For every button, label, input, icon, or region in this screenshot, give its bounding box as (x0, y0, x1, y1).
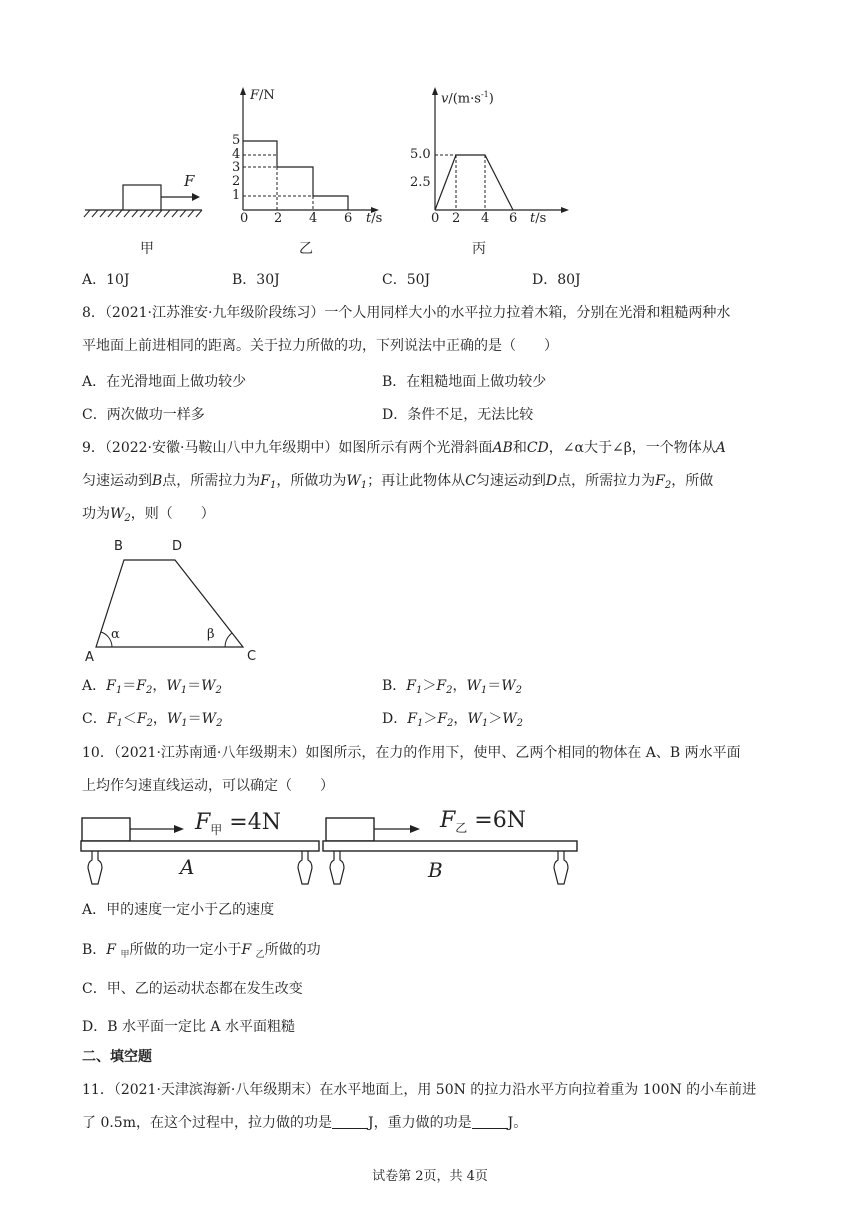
q8-option-a: A．在光滑地面上做功较少 (82, 374, 247, 390)
caption-bing: 丙 (472, 241, 486, 257)
q8-line-2: 平地面上前进相同的距离。关于拉力所做的功，下列说法中正确的是（ ） (82, 338, 558, 354)
q11-line-2: 了 0.5m，在这个过程中，拉力做的功是 J，重力做的功是 J。 (82, 1115, 528, 1131)
q10-option-a: A．甲的速度一定小于乙的速度 (82, 902, 275, 918)
caption-yi: 乙 (299, 241, 313, 257)
q10-option-b: B．F $_甲$所做的功一定小于F $_乙$所做的功 (82, 942, 321, 960)
q10-line-1: 10．（2021·江苏南通·八年级期末）如图所示，在力的作用下，使甲、乙两个相同的物体在 A、B 两水平面 (82, 745, 741, 761)
fig7-block-diagram (80, 160, 210, 220)
q11-line-1: 11．（2021·天津滨海新·八年级期末）在水平地面上，用 50N 的拉力沿水平方向拉着重为 100N 的小车前进 (82, 1082, 757, 1098)
graph-f-x-tick: 4 (309, 211, 318, 226)
graph-f-x-tick: 0 (240, 211, 249, 226)
fig7-force-label: F (184, 172, 195, 190)
q9-label-c: C (247, 649, 257, 664)
q8-option-c: C．两次做功一样多 (82, 407, 205, 423)
q9-option-b: B．$F_1>F_2$，$W_1=W_2$ (382, 678, 523, 696)
q10-surface-b-label: B (428, 858, 443, 882)
q8-option-d: D．条件不足，无法比较 (382, 407, 534, 423)
q9-option-d: D．$F_1>F_2$，$W_1>W_2$ (382, 711, 523, 729)
fig7-force-time-graph (225, 85, 400, 230)
q7-option-b: B．30J (232, 272, 280, 288)
q10-line-2: 上均作匀速直线运动，可以确定（ ） (82, 778, 334, 794)
graph-v-x-axis-label: t/s (530, 211, 547, 226)
q10-option-d: D．B 水平面一定比 A 水平面粗糙 (82, 1019, 295, 1035)
caption-jia: 甲 (140, 241, 154, 257)
q11-blank-2[interactable] (472, 1114, 508, 1129)
graph-v-y-tick: 2.5 (410, 175, 431, 190)
q10-force-b-label: $F_乙 =6N$ (440, 808, 526, 835)
q9-line-3: 功为$W_2$，则（ ） (82, 506, 215, 524)
fig7-velocity-time-graph (415, 85, 590, 230)
q10-option-c: C．甲、乙的运动状态都在发生改变 (82, 981, 303, 997)
q9-label-d: D (172, 539, 183, 554)
q9-option-c: C．$F_1<F_2$，$W_1=W_2$ (82, 711, 223, 729)
graph-f-x-tick: 6 (344, 211, 353, 226)
page-footer: 试卷第 2页，共 4页 (372, 1169, 488, 1184)
graph-f-y-tick: 3 (232, 160, 241, 175)
q9-label-a: A (85, 650, 94, 665)
graph-v-x-tick: 0 (431, 211, 440, 226)
q9-option-a: A．$F_1=F_2$，$W_1=W_2$ (82, 678, 222, 696)
graph-f-x-axis-label: t/s (366, 211, 383, 226)
q7-option-a: A．10J (82, 272, 130, 288)
graph-f-y-tick: 4 (232, 147, 241, 162)
graph-v-y-axis-label: $v/(m\cdot s^{-1})$ (441, 90, 494, 107)
graph-f-y-tick: 2 (232, 174, 241, 189)
graph-f-y-tick: 5 (232, 133, 241, 148)
q10-surface-a-label: A (180, 855, 195, 879)
q9-label-beta: β (207, 627, 215, 642)
q9-trapezoid-figure (80, 535, 270, 670)
q9-line-1: 9．（2022·安徽·马鞍山八中九年级期中）如图所示有两个光滑斜面AB和CD，∠α大于∠β，一个物体从A (82, 440, 726, 456)
graph-v-y-tick: 5.0 (410, 147, 431, 162)
q10-force-a-label: $F_甲 =4N$ (195, 810, 281, 837)
q11-blank-1[interactable] (332, 1114, 368, 1129)
q7-option-c: C．50J (382, 272, 431, 288)
q9-label-b: B (114, 539, 123, 554)
q8-option-b: B．在粗糙地面上做功较少 (382, 374, 547, 390)
graph-v-x-tick: 2 (452, 211, 461, 226)
q9-line-2: 匀速运动到B点，所需拉力为$F_1$，所做功为$W_1$；再让此物体从C匀速运动到D点，所需拉力为$F_2$，所做 (82, 473, 714, 491)
q9-label-alpha: α (111, 627, 120, 642)
section-heading-fill-in: 二、填空题 (82, 1049, 152, 1065)
graph-f-y-tick: 1 (232, 188, 241, 203)
graph-f-y-axis-label: F/N (250, 88, 275, 103)
graph-v-x-tick: 6 (509, 211, 518, 226)
graph-v-x-tick: 4 (481, 211, 490, 226)
q8-line-1: 8．（2021·江苏淮安·九年级阶段练习）一个人用同样大小的水平拉力拉着木箱，分别在光滑和粗糙两种水 (82, 305, 731, 321)
graph-f-x-tick: 2 (274, 211, 283, 226)
q7-option-d: D．80J (532, 272, 581, 288)
